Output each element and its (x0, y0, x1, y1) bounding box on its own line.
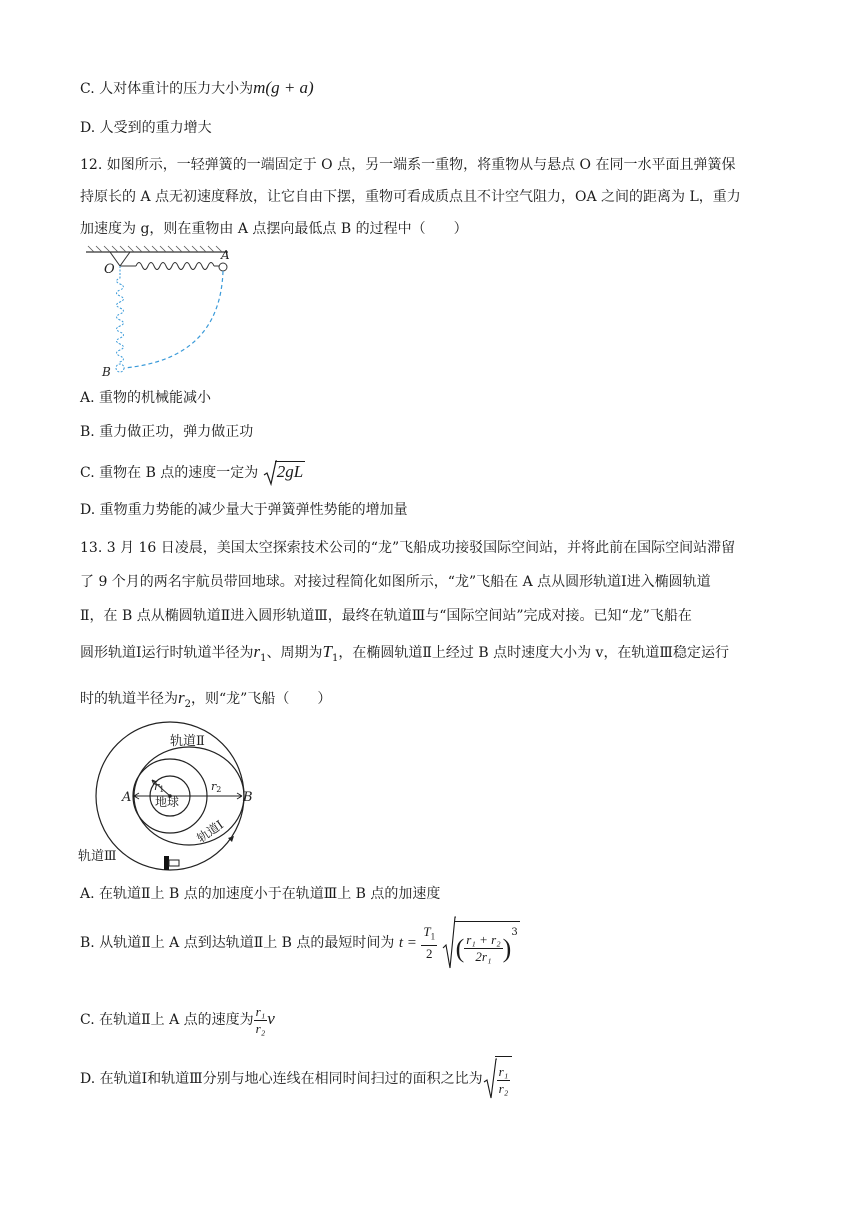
q11-option-c: C. 人对体重计的压力大小为m(g + a) (80, 78, 314, 97)
q13-option-a: A. 在轨道Ⅱ上 B 点的加速度小于在轨道Ⅲ上 B 点的加速度 (80, 886, 441, 902)
q12-stem-line-2: 持原长的 A 点无初速度释放，让它自由下摆，重物可看成质点且不计空气阻力，OA 之间的距离为 L，重力 (80, 189, 741, 205)
q11-option-c-math: m(g + a) (253, 78, 314, 97)
q12-option-d: D. 重物重力势能的减少量大于弹簧弹性势能的增加量 (80, 502, 408, 518)
q12-option-a: A. 重物的机械能减小 (80, 390, 212, 406)
q13-stem-line-2: 了 9 个月的两名宇航员带回地球。对接过程简化如图所示，“龙”飞船在 A 点从圆形轨道Ⅰ进入椭圆轨道 (80, 574, 711, 590)
q12-spring-figure (80, 244, 240, 379)
q13-label-earth: 地球 (155, 795, 180, 809)
q13-option-b: B. 从轨道Ⅱ上 A 点到达轨道Ⅱ上 B 点的最短时间为 t = $\frac{T_1}{2}$ ( $\frac{\text{r₁ + r₂}}{\text{2r₁}}$ )$^3$ (80, 914, 520, 972)
q13-option-c: C. 在轨道Ⅱ上 A 点的速度为 $\frac{\text{r₁}}{\text{r₂}}$ v (80, 1003, 275, 1036)
q13-label-b: B (243, 790, 253, 805)
q13-label-a: A (122, 790, 132, 805)
q12-label-b: B (102, 365, 111, 379)
q13-label-orbit2: 轨道Ⅱ (170, 734, 205, 749)
q13-orbit-figure (78, 720, 268, 876)
q12-stem-line-1: 12. 如图所示，一轻弹簧的一端固定于 O 点，另一端系一重物，将重物从与悬点 O 在同一水平面且弹簧保 (80, 157, 736, 173)
q13-stem-line-4: 圆形轨道Ⅰ运行时轨道半径为$r_1$、周期为$T_1$，在椭圆轨道Ⅱ上经过 B 点时速度大小为 v，在轨道Ⅲ稳定运行 (80, 642, 729, 664)
q13-option-d: D. 在轨道Ⅰ和轨道Ⅲ分别与地心连线在相同时间扫过的面积之比为 $\frac{\text{r₁}}{\text{r₂}}$ (80, 1056, 512, 1102)
q13-label-r2: r2 (211, 780, 222, 794)
q12-stem-line-3: 加速度为 g，则在重物由 A 点摆向最低点 B 的过程中（ ） (80, 221, 468, 237)
q12-option-b: B. 重力做正功，弹力做正功 (80, 424, 254, 440)
q13-stem-line-3: Ⅱ，在 B 点从椭圆轨道Ⅱ进入圆形轨道Ⅲ，最终在轨道Ⅲ与“国际空间站”完成对接。已知“龙”飞船在 (80, 608, 692, 624)
q11-option-d: D. 人受到的重力增大 (80, 120, 212, 136)
q13-label-orbit3: 轨道Ⅲ (78, 849, 117, 864)
q12-label-a: A (221, 248, 230, 262)
q13-label-orbit1: 轨道Ⅰ (194, 817, 226, 846)
q13-label-r1: r1 (154, 780, 165, 794)
spacecraft-icon (164, 856, 179, 870)
q12-option-c: C. 重物在 B 点的速度一定为 2gL (80, 460, 305, 486)
q13-stem-line-5: 时的轨道半径为$r_2$，则“龙”飞船（ ） (80, 688, 332, 710)
q12-option-c-math: 2gL (276, 462, 304, 481)
q12-label-o: O (104, 262, 115, 277)
q13-stem-line-1: 13. 3 月 16 日凌晨，美国太空探索技术公司的“龙”飞船成功接驳国际空间站，并将此前在国际空间站滞留 (80, 540, 736, 556)
